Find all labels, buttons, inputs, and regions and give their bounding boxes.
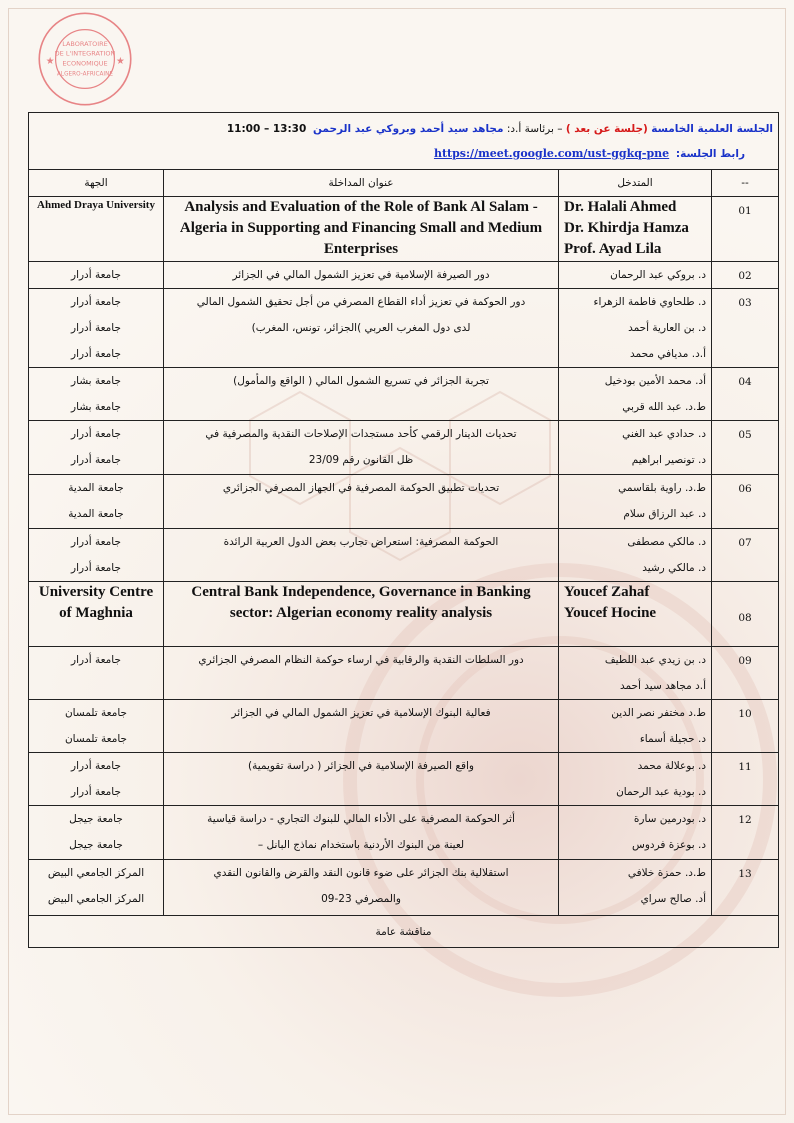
speaker-name: د. بروكي عبد الرحمان bbox=[610, 269, 707, 281]
table-row bbox=[29, 582, 779, 647]
speaker-name: أد. محمد الأمين بودخيل bbox=[604, 375, 707, 387]
institution-name: جامعة أدرار bbox=[71, 654, 121, 666]
institution-cell bbox=[29, 368, 164, 421]
speaker-name: د. بوعلالة محمد bbox=[637, 760, 707, 772]
institution-name: جامعة أدرار bbox=[71, 348, 121, 360]
talk-title: ظل القانون رقم 23/09 bbox=[308, 454, 414, 466]
talk-title: استقلالية بنك الجزائر على ضوء قانون النقد والقرض والقانون النقدي bbox=[213, 867, 509, 879]
speaker-name: د. تونصير ابراهيم bbox=[631, 454, 707, 466]
speaker-name: د. مالكي مصطفى bbox=[627, 536, 707, 548]
institution-name: المركز الجامعي البيض bbox=[47, 893, 145, 905]
talk-title: والمصرفي 23-09 bbox=[321, 893, 401, 905]
institution-cell bbox=[29, 753, 164, 806]
institution-name: جامعة أدرار bbox=[71, 428, 121, 440]
general-discussion: مناقشة عامة bbox=[29, 916, 779, 948]
session-title: الجلسة العلمية الخامسة bbox=[651, 123, 774, 135]
session-header-row bbox=[29, 113, 779, 170]
speaker-name: د. حدادي عبد الغني bbox=[622, 428, 707, 440]
speaker-name: ط.د. راوية بلقاسمي bbox=[618, 482, 707, 494]
row-number: 04 bbox=[712, 368, 779, 421]
table-row bbox=[29, 860, 779, 916]
speaker-name: Dr. Halali Ahmed bbox=[564, 199, 677, 215]
svg-text:★: ★ bbox=[116, 55, 125, 67]
institution-name: جامعة أدرار bbox=[71, 322, 121, 334]
title-cell bbox=[164, 529, 559, 582]
row-number: 10 bbox=[712, 700, 779, 753]
institution-name: جامعة بشار bbox=[71, 375, 121, 387]
row-number: 02 bbox=[712, 262, 779, 289]
speaker-name: Youcef Hocine bbox=[564, 605, 657, 621]
speaker-name: ط.د. حمزة خلافي bbox=[627, 867, 707, 879]
talk-title: تجربة الجزائر في تسريع الشمول المالي ( الواقع والمأمول) bbox=[233, 375, 489, 387]
speaker-cell bbox=[559, 582, 712, 647]
svg-text:DE L'INTEGRATION: DE L'INTEGRATION bbox=[54, 49, 116, 58]
speaker-name: د. عبد الرزاق سلام bbox=[623, 508, 707, 520]
table-row bbox=[29, 197, 779, 262]
laboratory-stamp bbox=[36, 10, 134, 108]
institution-name: المركز الجامعي البيض bbox=[47, 867, 145, 879]
institution-name: جامعة بشار bbox=[71, 401, 121, 413]
table-row bbox=[29, 289, 779, 368]
title-cell bbox=[164, 753, 559, 806]
talk-title: Central Bank Independence, Governance in Banking sector: Algerian economy reality analysis bbox=[191, 584, 531, 621]
title-cell bbox=[164, 475, 559, 529]
title-cell bbox=[164, 197, 559, 262]
speaker-cell bbox=[559, 529, 712, 582]
row-number: 05 bbox=[712, 421, 779, 475]
row-number: 07 bbox=[712, 529, 779, 582]
speaker-cell bbox=[559, 289, 712, 368]
institution-name: University Centre of Maghnia bbox=[38, 584, 154, 621]
title-cell bbox=[164, 262, 559, 289]
talk-title: تحديات الدينار الرقمي كأحد مستجدات الإصلاحات النقدية والمصرفية في bbox=[205, 428, 517, 440]
talk-title: لعينة من البنوك الأردنية باستخدام نماذج البانل – bbox=[257, 839, 465, 851]
institution-cell bbox=[29, 262, 164, 289]
speaker-name: Prof. Ayad Lila bbox=[564, 241, 662, 257]
row-number: 08 bbox=[712, 582, 779, 647]
svg-text:★: ★ bbox=[45, 55, 55, 67]
title-cell bbox=[164, 582, 559, 647]
row-number: 03 bbox=[712, 289, 779, 368]
table-row bbox=[29, 806, 779, 860]
institution-name: جامعة تلمسان bbox=[64, 707, 128, 719]
institution-cell bbox=[29, 806, 164, 860]
institution-name: جامعة أدرار bbox=[71, 296, 121, 308]
speaker-cell bbox=[559, 421, 712, 475]
meet-link[interactable]: https://meet.google.com/ust-ggkq-pne bbox=[433, 147, 670, 160]
speaker-cell bbox=[559, 700, 712, 753]
talk-title: تحديات تطبيق الحوكمة المصرفية في الجهاز المصرفي الجزائري bbox=[222, 482, 500, 494]
speaker-name: د. بن العارية أحمد bbox=[628, 322, 707, 334]
col-num: -- bbox=[712, 170, 779, 197]
row-number: 12 bbox=[712, 806, 779, 860]
table-row bbox=[29, 753, 779, 806]
title-cell bbox=[164, 860, 559, 916]
talk-title: دور الصيرفة الإسلامية في تعزيز الشمول المالي في الجزائر bbox=[232, 269, 490, 281]
institution-name: جامعة أدرار bbox=[71, 562, 121, 574]
speaker-name: Dr. Khirdja Hamza bbox=[564, 220, 689, 236]
talk-title: فعالية البنوك الإسلامية في تعزيز الشمول المالي في الجزائر bbox=[231, 707, 491, 719]
title-cell bbox=[164, 289, 559, 368]
col-title: عنوان المداخلة bbox=[164, 170, 559, 197]
row-number: 01 bbox=[712, 197, 779, 262]
row-number: 13 bbox=[712, 860, 779, 916]
institution-name: جامعة المدية bbox=[68, 482, 124, 494]
institution-cell bbox=[29, 197, 164, 262]
col-speaker: المتدخل bbox=[559, 170, 712, 197]
speaker-name: أ.د مجاهد سيد أحمد bbox=[619, 680, 707, 692]
speaker-cell bbox=[559, 197, 712, 262]
svg-text:ECONOMIQUE: ECONOMIQUE bbox=[62, 59, 108, 68]
speaker-name: ط.د مختفر نصر الدين bbox=[611, 707, 707, 719]
institution-name: جامعة أدرار bbox=[71, 269, 121, 281]
row-number: 09 bbox=[712, 647, 779, 700]
talk-title: لدى دول المغرب العربي )الجزائر، تونس، المغرب) bbox=[251, 322, 471, 334]
table-row bbox=[29, 368, 779, 421]
institution-cell bbox=[29, 475, 164, 529]
chair-prefix: – برئاسة أ.د: bbox=[506, 123, 563, 135]
session-time: 11:00 – 13:30 bbox=[226, 123, 307, 135]
speaker-name: د. حجيلة أسماء bbox=[639, 733, 707, 745]
speaker-name: د. بودرمين سارة bbox=[633, 813, 707, 825]
table-row bbox=[29, 647, 779, 700]
speaker-name: د. بوعزة فردوس bbox=[632, 839, 707, 851]
speaker-cell bbox=[559, 753, 712, 806]
institution-name: جامعة أدرار bbox=[71, 760, 121, 772]
speaker-cell bbox=[559, 368, 712, 421]
institution-cell bbox=[29, 700, 164, 753]
speaker-name: Youcef Zahaf bbox=[564, 584, 650, 600]
column-header-row bbox=[29, 170, 779, 197]
institution-name: جامعة جيجل bbox=[69, 813, 123, 825]
title-cell bbox=[164, 421, 559, 475]
talk-title: Analysis and Evaluation of the Role of Bank Al Salam - Algeria in Supporting and Financing Small and Medium Enterprises bbox=[179, 199, 543, 257]
institution-name: جامعة تلمسان bbox=[64, 733, 128, 745]
talk-title: الحوكمة المصرفية: استعراض تجارب بعض الدول العربية الرائدة bbox=[223, 536, 499, 548]
talk-title: دور الحوكمة في تعزيز أداء القطاع المصرفي من أجل تحقيق الشمول المالي bbox=[196, 296, 526, 308]
link-label: رابط الجلسة: bbox=[675, 148, 746, 160]
table-row bbox=[29, 262, 779, 289]
svg-text:ALGERO-AFRICAINE: ALGERO-AFRICAINE bbox=[57, 71, 113, 78]
table-row bbox=[29, 700, 779, 753]
institution-name: جامعة المدية bbox=[68, 508, 124, 520]
row-number: 06 bbox=[712, 475, 779, 529]
speaker-name: أ.د. مديافي محمد bbox=[630, 348, 707, 360]
table-row bbox=[29, 529, 779, 582]
institution-cell bbox=[29, 529, 164, 582]
speaker-cell bbox=[559, 806, 712, 860]
title-cell bbox=[164, 368, 559, 421]
institution-name: جامعة جيجل bbox=[69, 839, 123, 851]
speaker-name: أد. صالح سراي bbox=[640, 893, 707, 905]
row-number: 11 bbox=[712, 753, 779, 806]
talk-title: أثر الحوكمة المصرفية على الأداء المالي للبنوك التجاري - دراسة قياسية bbox=[207, 813, 515, 825]
institution-name: جامعة أدرار bbox=[71, 454, 121, 466]
session-chairs: مجاهد سيد أحمد وبروكي عبد الرحمن bbox=[312, 123, 504, 135]
speaker-name: د. طلحاوي فاطمة الزهراء bbox=[593, 296, 707, 308]
title-cell bbox=[164, 647, 559, 700]
institution-cell bbox=[29, 421, 164, 475]
speaker-name: د. مالكي رشيد bbox=[642, 562, 707, 574]
title-cell bbox=[164, 806, 559, 860]
institution-cell bbox=[29, 860, 164, 916]
speaker-name: د. بودية عبد الرحمان bbox=[616, 786, 707, 798]
session-table bbox=[28, 112, 779, 948]
speaker-cell bbox=[559, 647, 712, 700]
table-row bbox=[29, 475, 779, 529]
institution-cell bbox=[29, 647, 164, 700]
footer-row bbox=[29, 916, 779, 948]
talk-title: واقع الصيرفة الإسلامية في الجزائر ( دراسة تقويمية) bbox=[248, 760, 475, 772]
col-institution: الجهة bbox=[29, 170, 164, 197]
institution-name: جامعة أدرار bbox=[71, 786, 121, 798]
speaker-cell bbox=[559, 475, 712, 529]
speaker-name: د. بن زيدي عبد اللطيف bbox=[604, 654, 707, 666]
institution-name: Ahmed Draya University bbox=[37, 199, 155, 211]
table-row bbox=[29, 421, 779, 475]
svg-text:LABORATOIRE: LABORATOIRE bbox=[62, 39, 108, 48]
speaker-cell bbox=[559, 262, 712, 289]
title-cell bbox=[164, 700, 559, 753]
talk-title: دور السلطات النقدية والرقابية في ارساء حوكمة النظام المصرفي الجزائري bbox=[198, 654, 524, 666]
institution-cell bbox=[29, 289, 164, 368]
session-mode: (جلسة عن بعد ) bbox=[565, 123, 648, 135]
speaker-cell bbox=[559, 860, 712, 916]
institution-cell bbox=[29, 582, 164, 647]
speaker-name: ط.د. عبد الله قربي bbox=[622, 401, 707, 413]
institution-name: جامعة أدرار bbox=[71, 536, 121, 548]
